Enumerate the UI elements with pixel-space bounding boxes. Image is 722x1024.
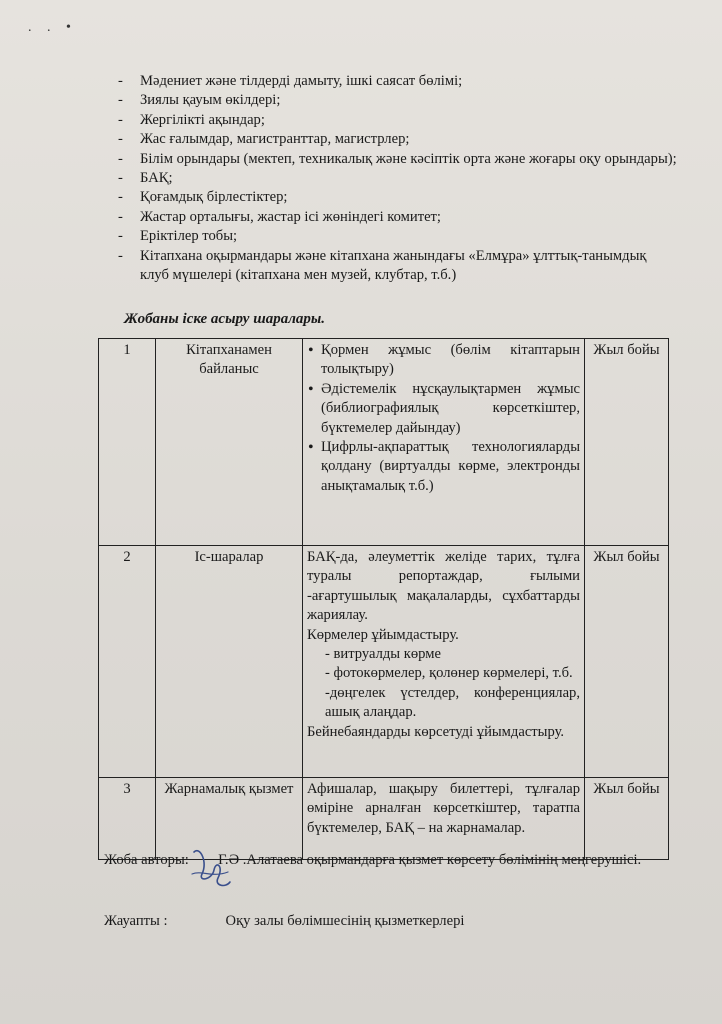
list-item: - Мәдениет және тілдерді дамыту, ішкі саясат бөлімі; xyxy=(118,72,678,91)
list-item: - Еріктілер тобы; xyxy=(118,227,678,246)
list-item: - Жас ғалымдар, магистранттар, магистрлер; xyxy=(118,130,678,149)
section-heading: Жобаны іске асыру шаралары. xyxy=(124,311,326,327)
bullet-item: • Цифрлы-ақпараттық технологияларды қолдану (виртуалды көрме, электронды анықтамалық т.б.) xyxy=(321,438,580,496)
table-row xyxy=(99,546,669,778)
desc-line: - фотокөрмелер, қолөнер көрмелері, т.б. xyxy=(325,665,573,682)
row-term: Жыл бойы xyxy=(585,339,669,546)
desc-line: - витруалды көрме xyxy=(325,646,441,663)
table-row xyxy=(99,339,669,546)
activities-table xyxy=(98,338,669,860)
list-item: - Қоғамдық бірлестіктер; xyxy=(118,188,678,207)
list-item: - Білім орындары (мектеп, техникалық және кәсіптік орта және жоғары оқу орындары); xyxy=(118,150,678,169)
responsible-line xyxy=(104,913,464,930)
row-name: Іс-шаралар xyxy=(156,546,303,778)
author-line xyxy=(104,851,644,870)
row-description: Афишалар, шақыру билеттері, тұлғалар өміріне арналған көрсеткіштер, таратпа бүктемелер, БАҚ – на жарнамалар. xyxy=(303,778,585,860)
list-item: - Жастар орталығы, жастар ісі жөніндегі комитет; xyxy=(118,208,678,227)
bullet-item: • Қормен жұмыс (бөлім кітаптарын толықтыру) xyxy=(321,341,580,380)
author-label: Жоба авторы: xyxy=(104,852,189,868)
list-item: - Жергілікті ақындар; xyxy=(118,111,678,130)
responsible-text: Оқу залы бөлімшесінің қызметкерлері xyxy=(225,913,465,929)
row-term: Жыл бойы xyxy=(585,546,669,778)
list-item: - Зиялы қауым өкілдері; xyxy=(118,91,678,110)
row-name: Жарнамалық қызмет xyxy=(156,778,303,860)
row-name: Кітапханамен байланыс xyxy=(156,339,303,546)
list-item: - Кітапхана оқырмандары және кітапхана жанындағы «Елмұра» ұлттық-танымдық клуб мүшелері (кітапхана мен музей, клубтар, т.б.) xyxy=(118,247,678,286)
desc-line: БАҚ-да, әлеуметтік желіде тарих, тұлға туралы репортаждар, ғылыми -ағартушылық мақалаларды, сұхбаттарды жариялау. xyxy=(307,549,580,624)
desc-line: Көрмелер ұйымдастыру. xyxy=(307,626,459,643)
row-number: 3 xyxy=(99,778,156,860)
table-row xyxy=(99,778,669,860)
signature-mark xyxy=(188,844,234,894)
desc-line: -дөңгелек үстелдер, конференциялар, ашық алаңдар. xyxy=(325,684,580,721)
audience-list xyxy=(118,72,678,285)
row-term: Жыл бойы xyxy=(585,778,669,860)
desc-line: Бейнебаяндарды көрсетуді ұйымдастыру. xyxy=(307,723,565,740)
row-description xyxy=(303,339,585,546)
list-item: - БАҚ; xyxy=(118,169,678,188)
bullet-item: • Әдістемелік нұсқаулықтармен жұмыс (библиографиялық көрсеткіштер, бүктемелер дайындау) xyxy=(321,380,580,438)
responsible-label: Жауапты : xyxy=(104,913,168,929)
row-number: 1 xyxy=(99,339,156,546)
page-marks: . . • xyxy=(28,20,77,35)
row-number: 2 xyxy=(99,546,156,778)
author-text: Г.Ә .Алатаева оқырмандарға қызмет көрсету бөлімінің меңгерушісі. xyxy=(218,852,642,868)
row-description xyxy=(303,546,585,778)
